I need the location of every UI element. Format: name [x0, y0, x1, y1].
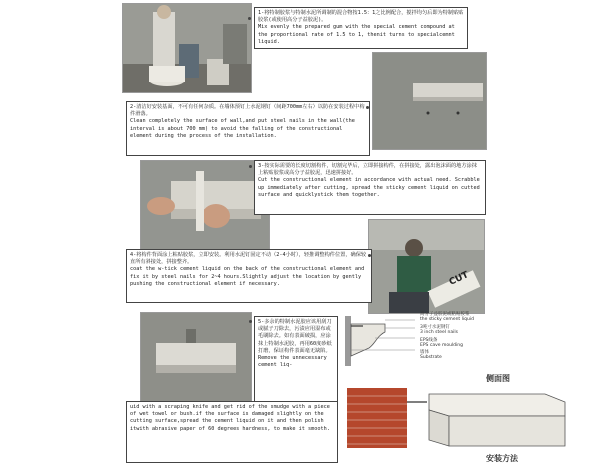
step4-text-cn: 4-将构件背面涂上粘贴胶浆，立即安装。利用水泥钉固定不动（2-4小时），轻推调整构件位置，确保较直所有斜接处，拼接整齐。: [130, 252, 367, 266]
step3-text-cn: 3-按实际需要的长度切割构件，切割完毕后，立即拼接构件，在拼接处，露出泡沫面的地方涂抹上粘贴胶浆或高分子益胶泥，迅速拼接好。: [258, 163, 477, 177]
step5-text-box: [254, 316, 338, 402]
legend-item-1: 高分子益胶泥或粘贴胶浆 the sticky cement liquid: [420, 312, 474, 322]
legend-item-3: EPS线条 EPS cave moulding: [420, 338, 463, 348]
step2-connector-dot: [366, 106, 369, 109]
step4-connector-dot: [368, 254, 371, 257]
step1-text-box: [254, 7, 468, 49]
install-caption: 安装方法: [486, 454, 518, 463]
step5-connector-dot: [249, 320, 252, 323]
step1-text-cn: 1-将特制胶浆与特制水泥所调制的混合物按1.5：1之比例配合，搅拌均匀后即为特制贴贴胶浆(或使用高分子益胶泥)。: [258, 10, 464, 24]
wall-illustration: [373, 53, 486, 149]
step4-text-box: [126, 249, 372, 303]
step1-connector-dot: [248, 17, 251, 20]
photo-hands-element: [140, 160, 270, 252]
photo-mixing: [122, 3, 252, 93]
install-drawing: [345, 380, 595, 450]
worker-illustration: [369, 220, 484, 313]
step5-text-box-bottom: [126, 401, 338, 463]
side-view-caption: 侧面图: [486, 374, 510, 383]
legend-item-4: 墙体 Substrate: [420, 350, 442, 360]
install-diagram: [345, 380, 595, 450]
step3-connector-dot: [249, 165, 252, 168]
photo-wall-nails: [372, 52, 487, 150]
step2-text-cn: 2-清洁好安装基面，不可有任何杂质。在墙体预钉上水泥钢钉（间距700mm左右）以防在安装过程中构件滑落。: [130, 104, 365, 118]
legend-item-2: 3吨寸水泥钢钉 3 inch steel nails: [420, 325, 458, 335]
step5-text-en-side: Remove the unnecessary cement liq-: [258, 355, 327, 369]
step1-text-en: Mix evenly the prepared gum with the special cement compound at the proportional rate of 1.5 to 1, thenit turns to specialcemnt liquid.: [258, 24, 455, 45]
step5-text-cn: 5-多余的特制水泥胶应该用刮刀或腻子刀除去，污渍应用湿布或毛刷除去。如有表面破损，应涂抹上特制水泥胶，再用60度砂纸打磨，保证构件表面毫无缺陷。: [258, 319, 332, 354]
photo4-cut-label: CUT: [447, 270, 471, 288]
step5-text-en-bottom: uid with a scraping knife and get rid of the smudge with a piece of wet towel or bush.if the surface is damaged slightly on the cutting surface,spread the cement liquid on it and then polish itwith abrasive paper of 60 degrees hardness, to make it smooth.: [130, 404, 330, 432]
step3-text-box: [254, 160, 486, 215]
photo-finished-element: [140, 312, 252, 404]
step2-text-box: [126, 101, 370, 156]
step2-text-en: Clean completely the surface of wall,and put steel nails in the wall(the interval is about 700 mm) to avoid the falling of the constructional element during the process of the installation.: [130, 118, 355, 139]
step3-text-en: Cut the constructional element in accordance with actual need. Scrabble up immediately after cutting, spread the sticky cement liquid on cutted surface and quicklystick them together.: [258, 177, 480, 198]
hands-illustration: [141, 161, 269, 251]
step4-text-en: coat the w-tick cement liquid on the back of the constructional element and fix it by steel nails for 2~4 hours.Slightly adjust the location by gently pushing the constructional element if necessary.: [130, 266, 365, 287]
finished-illustration: [141, 313, 251, 403]
photo-worker: [368, 219, 485, 314]
mixing-illustration: [123, 4, 251, 92]
